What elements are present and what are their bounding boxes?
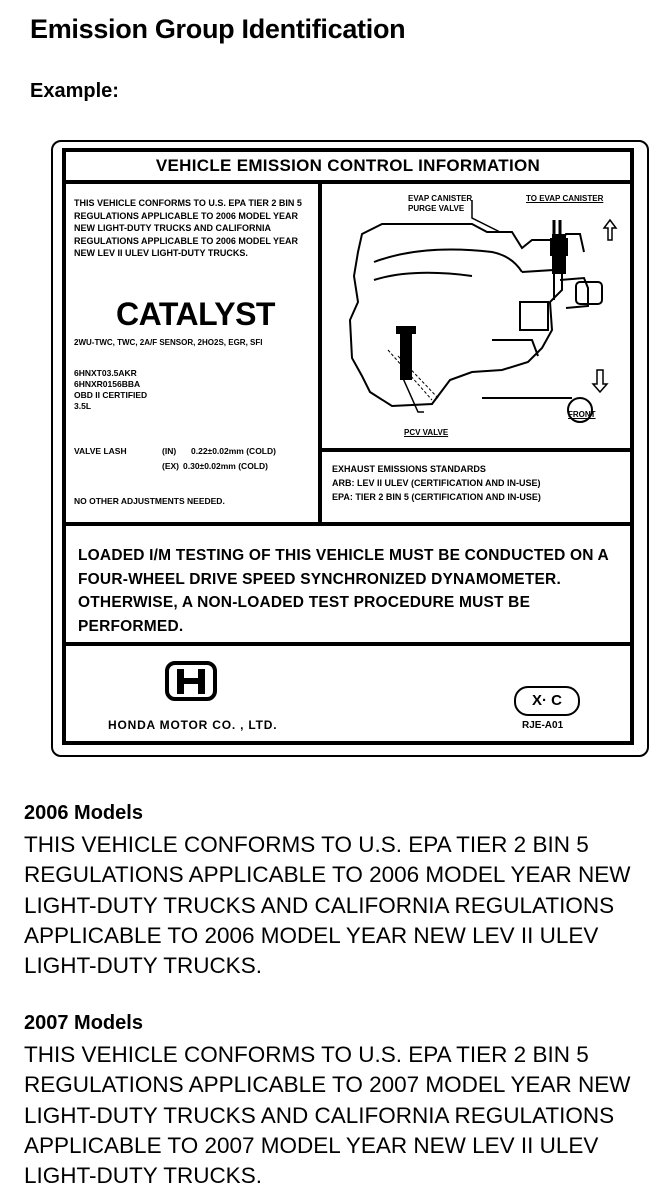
catalyst-title: CATALYST [116, 296, 275, 332]
loaded-testing-notice: LOADED I/M TESTING OF THIS VEHICLE MUST BE CONDUCTED ON A FOUR-WHEEL DRIVE SPEED SYNCHRONIZED DYNAMOMETER. OTHERWISE, A NON-LOADED TEST PROCEDURE MUST BE PERFORMED. [78, 547, 609, 635]
label-divider [318, 448, 630, 452]
label-header: VEHICLE EMISSION CONTROL INFORMATION [66, 152, 630, 184]
label-divider [66, 642, 630, 646]
xc-mark: X· C [514, 686, 580, 716]
conformance-text: THIS VEHICLE CONFORMS TO U.S. EPA TIER 2 BIN 5 REGULATIONS APPLICABLE TO 2006 MODEL YEAR NEW LIGHT-DUTY TRUCKS AND CALIFORNIA REGULATIONS APPLICABLE TO 2006 MODEL YEAR NEW LEV II ULEV LIGHT-DUTY TRUCKS. [74, 198, 302, 258]
catalyst-components: 2WU-TWC, TWC, 2A/F SENSOR, 2HO2S, EGR, SFI [74, 338, 263, 347]
engine-outline-drawing [322, 180, 630, 448]
engine-codes [74, 368, 147, 412]
engine-code: OBD II CERTIFIED [74, 390, 148, 400]
example-label: Example: [30, 80, 119, 102]
to-evap-canister-label: TO EVAP CANISTER [526, 194, 604, 203]
emission-label [62, 148, 634, 745]
front-label: FRONT [568, 410, 596, 419]
engine-diagram [322, 180, 630, 448]
standards-arb: ARB: LEV II ULEV (CERTIFICATION AND IN-USE) [332, 478, 541, 488]
valve-ex-value: 0.30±0.02mm (COLD) [183, 461, 268, 471]
valve-lash-label: VALVE LASH [74, 446, 127, 456]
section-heading-2006: 2006 Models [24, 802, 143, 824]
section-heading-2007: 2007 Models [24, 1012, 143, 1034]
section-body-2006: THIS VEHICLE CONFORMS TO U.S. EPA TIER 2 BIN 5 REGULATIONS APPLICABLE TO 2006 MODEL YEAR NEW LIGHT-DUTY TRUCKS AND CALIFORNIA REGULATIONS APPLICABLE TO 2006 MODEL YEAR NEW LEV II ULEV LIGHT-DUTY TRUCKS. [24, 832, 631, 979]
valve-lash-ex [162, 461, 268, 471]
section-body-2007: THIS VEHICLE CONFORMS TO U.S. EPA TIER 2 BIN 5 REGULATIONS APPLICABLE TO 2007 MODEL YEAR NEW LIGHT-DUTY TRUCKS AND CALIFORNIA REGULATIONS APPLICABLE TO 2007 MODEL YEAR NEW LEV II ULEV LIGHT-DUTY TRUCKS. [24, 1042, 631, 1189]
valve-ex-label: (EX) [162, 461, 179, 471]
evap-purge-valve-text: EVAP CANISTER PURGE VALVE [408, 194, 473, 213]
label-divider [66, 522, 630, 526]
engine-code: 3.5L [74, 401, 92, 411]
standards-title: EXHAUST EMISSIONS STANDARDS [332, 464, 486, 474]
valve-in-label: (IN) [162, 446, 177, 456]
pcv-valve-label: PCV VALVE [404, 428, 449, 437]
evap-purge-valve-label [408, 194, 490, 214]
exhaust-standards [332, 462, 541, 504]
engine-code: 6HNXR0156BBA [74, 379, 141, 389]
engine-code: 6HNXT03.5AKR [74, 368, 137, 378]
page-title: Emission Group Identification [30, 14, 406, 44]
honda-logo-icon [164, 660, 218, 702]
valve-lash-in [74, 446, 276, 456]
standards-epa: EPA: TIER 2 BIN 5 (CERTIFICATION AND IN-USE) [332, 492, 541, 502]
company-name: HONDA MOTOR CO. , LTD. [108, 718, 278, 732]
no-adjustments-text: NO OTHER ADJUSTMENTS NEEDED. [74, 496, 225, 506]
valve-in-value: 0.22±0.02mm (COLD) [191, 446, 276, 456]
label-part-number: RJE-A01 [522, 720, 564, 731]
